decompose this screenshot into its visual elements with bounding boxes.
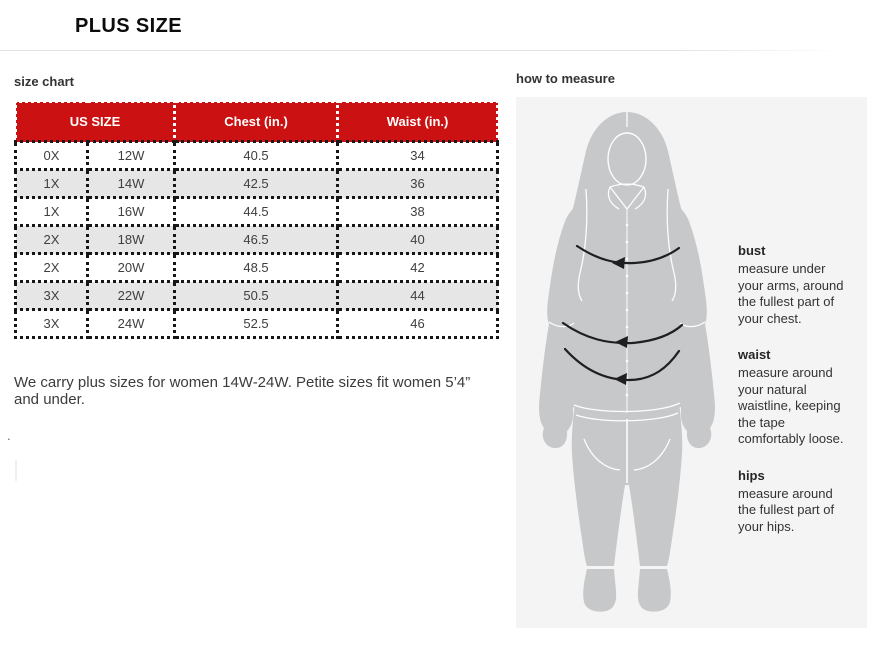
table-row: 1X 14W 42.5 36 (16, 170, 498, 198)
page-title: PLUS SIZE (75, 15, 182, 37)
left-shoe-shape (583, 569, 616, 612)
table-row: 2X 20W 48.5 42 (16, 254, 498, 282)
right-shoe-shape (638, 569, 671, 612)
table-row: 3X 22W 50.5 44 (16, 282, 498, 310)
face-shape (608, 133, 646, 185)
waist-text: measure around your natural waistline, keeping the tape comfortably loose. (738, 365, 844, 446)
measurement-figure-illustration (516, 97, 741, 628)
bust-label: bust (738, 243, 766, 258)
table-row: 1X 16W 44.5 38 (16, 198, 498, 226)
hips-label: hips (738, 467, 765, 483)
table-row: 2X 18W 46.5 40 (16, 226, 498, 254)
measure-instructions (738, 243, 848, 555)
bust-text: measure under your arms, around the fullest part of your chest. (738, 261, 844, 326)
waist-label: waist (738, 347, 771, 362)
how-to-measure-heading: how to measure (516, 71, 615, 86)
how-to-measure-panel (516, 97, 867, 628)
stray-period: . (7, 428, 11, 443)
size-chart-table-header (16, 102, 498, 142)
header-us-size: US SIZE (16, 102, 175, 142)
size-chart-table (14, 100, 499, 339)
size-range-note: We carry plus sizes for women 14W-24W. Petite sizes fit women 5’4” and under. (14, 374, 471, 408)
size-chart-heading: size chart (14, 74, 74, 89)
hips-text: measure around the fullest part of your hips. (738, 485, 835, 534)
header-waist: Waist (in.) (338, 102, 498, 142)
faint-placeholder-mark (15, 460, 17, 481)
header-divider (0, 50, 869, 51)
header-chest: Chest (in.) (175, 102, 338, 142)
table-row: 3X 24W 52.5 46 (16, 310, 498, 338)
table-row: 0X 12W 40.5 34 (16, 142, 498, 170)
